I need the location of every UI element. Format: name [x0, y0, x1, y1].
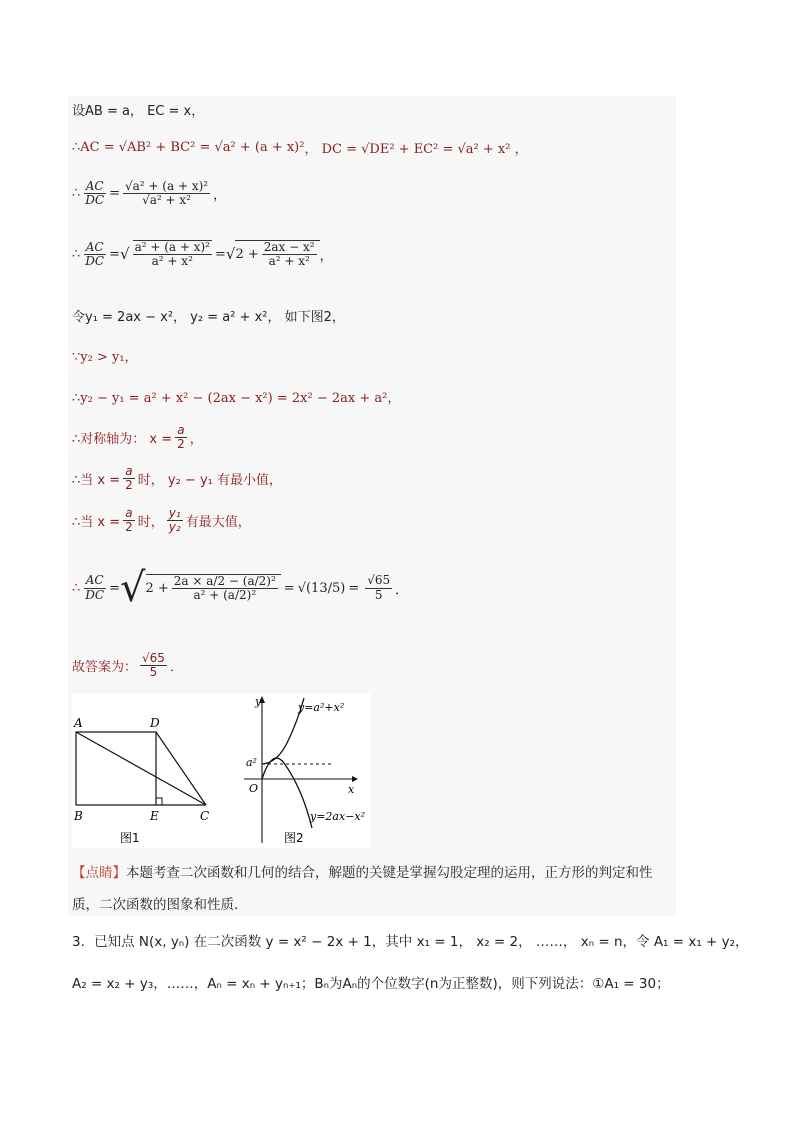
text: ∴ [72, 186, 81, 202]
text: = [348, 580, 360, 596]
text: 2 + [145, 581, 169, 596]
numerator: AC [85, 239, 104, 254]
fraction [175, 424, 187, 451]
note-line-2 [72, 893, 248, 913]
text: ∴对称轴为： x = [72, 432, 173, 448]
solution-line-7 [72, 387, 400, 406]
text: 令y₁ = 2ax − x²， y₂ = a² + x²， 如下图2， [72, 310, 345, 325]
denominator: 5 [374, 587, 383, 602]
note-line-1 [72, 861, 653, 881]
numerator: a [125, 506, 133, 520]
fraction [83, 180, 106, 207]
text: 时， [137, 515, 164, 531]
solution-line-3 [72, 180, 226, 207]
solution-line-4 [72, 240, 333, 268]
fraction [172, 575, 278, 602]
numerator: √65 [142, 651, 165, 665]
denominator: 2 [125, 478, 133, 493]
radical-icon: √ [225, 245, 236, 264]
text: √(13/5) [297, 580, 346, 596]
solution-line-11 [72, 565, 409, 611]
question-line-1 [72, 930, 749, 950]
text: 质，二次函数的图象和性质． [72, 897, 248, 913]
solution-line-9 [72, 465, 282, 492]
text: ∴ [72, 580, 81, 596]
numerator: y₁ [168, 506, 181, 520]
denominator: a² + (a/2)² [193, 588, 257, 602]
text: ∴当 x = [72, 515, 121, 531]
label-curve1: y=a²+x² [298, 701, 345, 714]
label-e: E [150, 809, 159, 823]
numerator: a [125, 464, 133, 478]
denominator: y₂ [168, 520, 181, 535]
label-y: y [255, 695, 262, 708]
radicand [235, 240, 319, 268]
numerator: AC [85, 573, 104, 588]
note-tag: 【点睛】 [72, 865, 126, 881]
text: = [215, 246, 226, 262]
radicand [146, 574, 281, 602]
denominator: DC [85, 587, 105, 602]
text: ∴y₂ − y₁ = a² + x² − (2ax − x²) = 2x² − 2ax + a²， [72, 391, 401, 406]
text: 设AB = a， EC = x， [72, 104, 205, 119]
numerator: AC [85, 179, 104, 193]
diagonal-ac [76, 732, 206, 805]
numerator: 2a × a/2 − (a/2)² [173, 573, 276, 588]
label-a: A [74, 716, 83, 730]
label-b: B [74, 809, 83, 823]
text: 2 + [235, 247, 259, 263]
denominator: a² + x² [268, 254, 310, 269]
numerator: a [177, 423, 185, 437]
text: 故答案为： [72, 660, 138, 676]
solution-line-12 [72, 652, 183, 679]
text: ， [189, 432, 203, 448]
solution-line-6 [72, 346, 138, 365]
figure-2 [244, 695, 365, 845]
x-arrow-icon [352, 776, 358, 782]
numerator: a² + (a + x)² [134, 240, 210, 254]
curve-y2 [262, 758, 312, 828]
solution-line-1 [72, 100, 204, 119]
solution-line-8 [72, 424, 203, 451]
radical-icon: √ [120, 245, 130, 264]
text: 本题考查二次函数和几何的结合，解题的关键是掌握勾股定理的运用，正方形的判定和性 [126, 865, 653, 881]
question-line-2 [72, 972, 670, 992]
denominator: a² + x² [151, 254, 193, 269]
text: A₂ = x₂ + y₃，……，Aₙ = xₙ + yₙ₊₁；Bₙ为Aₙ的个位数字(n为正整数)，则下列说法：①A₁ = 30； [72, 976, 670, 992]
text: ， [319, 248, 333, 264]
label-a2: a² [246, 756, 257, 769]
figures-svg [72, 693, 370, 848]
right-angle-icon [156, 798, 162, 805]
text: ∵y₂ > y₁， [72, 350, 138, 365]
radical-icon: √ [120, 565, 146, 611]
fraction [167, 507, 183, 534]
fraction [365, 574, 392, 601]
label-c: C [200, 809, 210, 823]
denominator: 2 [125, 520, 133, 535]
solution-line-2 [72, 138, 528, 157]
fraction [83, 241, 106, 268]
text: 有最大值， [185, 515, 251, 531]
label-o: O [249, 782, 259, 795]
label-d: D [150, 716, 160, 730]
fraction [83, 574, 106, 601]
text: ∴AC = √AB² + BC² = √a² + (a + x)² [72, 140, 305, 155]
solution-line-10 [72, 507, 251, 534]
fraction [133, 240, 212, 268]
denominator: 5 [149, 665, 158, 680]
figure-panel [72, 693, 370, 848]
fraction [123, 180, 210, 207]
text: 时， y₂ − y₁ 有最小值， [137, 473, 282, 489]
text: ． [395, 582, 409, 598]
rectangle-abde [76, 732, 156, 805]
text: ∴当 x = [72, 473, 121, 489]
text: 3．已知点 N(x, yₙ) 在二次函数 y = x² − 2x + 1，其中 x₁ = 1， x₂ = 2， ……， xₙ = n，令 A₁ = x₁ + y₂， [72, 934, 749, 950]
denominator: DC [85, 193, 105, 208]
caption-fig1: 图1 [120, 831, 140, 845]
fraction [140, 652, 167, 679]
caption-fig2: 图2 [284, 831, 304, 845]
text: = [109, 186, 120, 202]
fraction [123, 507, 135, 534]
denominator: √a² + x² [142, 193, 191, 208]
text: ， [213, 188, 227, 204]
numerator: √a² + (a + x)² [125, 179, 209, 193]
solution-line-5 [72, 306, 345, 325]
fraction [123, 465, 135, 492]
text: = [109, 580, 120, 596]
numerator: √65 [367, 573, 391, 588]
text: ， DC = √DE² + EC² = √a² + x² ， [304, 142, 528, 157]
side-dc [156, 732, 206, 805]
fraction [262, 241, 317, 268]
denominator: 2 [177, 437, 185, 452]
label-x: x [348, 783, 355, 796]
text: = [283, 580, 295, 596]
label-curve2: y=2ax−x² [310, 810, 366, 823]
text: ∴ [72, 246, 81, 262]
numerator: 2ax − x² [263, 240, 315, 254]
text: = [109, 246, 120, 262]
figure-1 [73, 716, 209, 845]
denominator: DC [85, 253, 105, 268]
text: ． [169, 660, 183, 676]
